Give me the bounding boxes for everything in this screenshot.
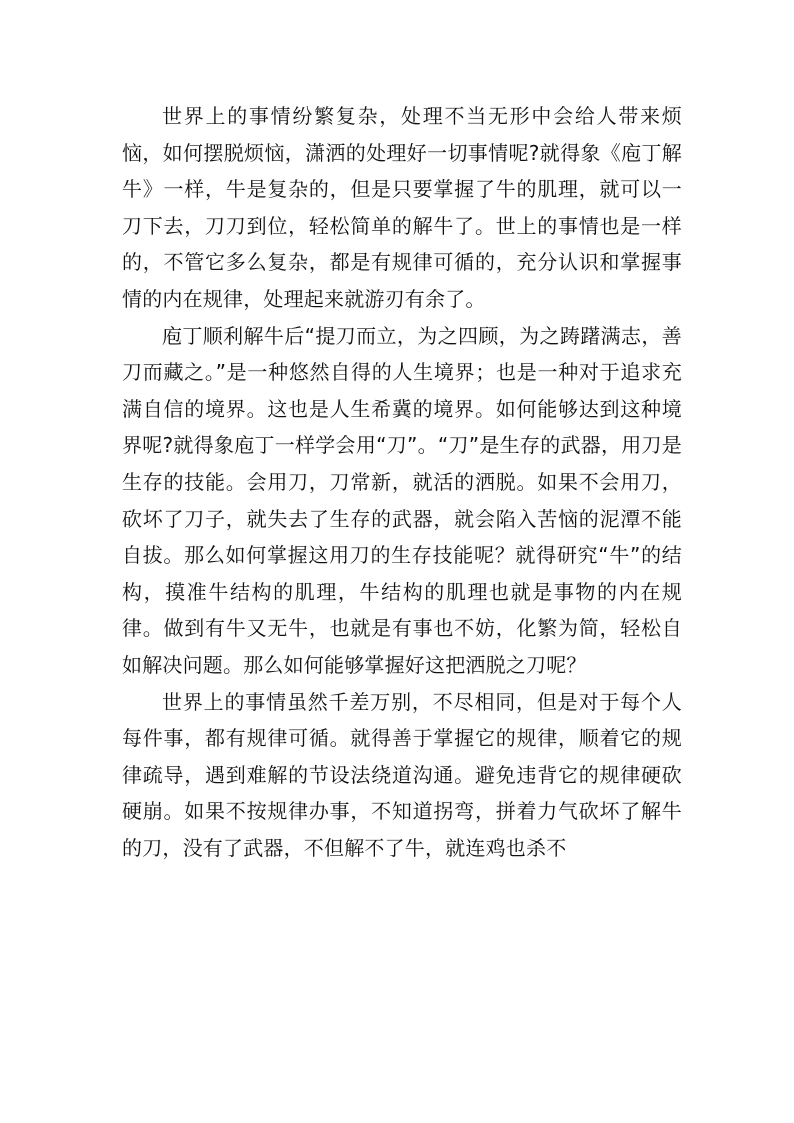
paragraph-1: 世界上的事情纷繁复杂，处理不当无形中会给人带来烦恼，如何摆脱烦恼，潇洒的处理好一切事情呢?就得象《庖丁解牛》一样，牛是复杂的，但是只要掌握了牛的肌理，就可以一刀下去，刀刀到位，轻松简单的解牛了。世上的事情也是一样的，不管它多么复杂，都是有规律可循的，充分认识和掌握事情的内在规律，处理起来就游刃有余了。	[122, 104, 682, 311]
paragraph-3: 世界上的事情虽然千差万别，不尽相同，但是对于每个人每件事，都有规律可循。就得善于掌握它的规律，顺着它的规律疏导，遇到难解的节设法绕道沟通。避免违背它的规律硬砍硬崩。如果不按规律办事，不知道拐弯，拼着力气砍坏了解牛的刀，没有了武器，不但解不了牛，就连鸡也杀不	[122, 689, 682, 860]
document-body	[122, 98, 682, 866]
paragraph-2: 庖丁顺利解牛后“提刀而立，为之四顾，为之踌躇满志，善刀而藏之。”是一种悠然自得的人生境界；也是一种对于追求充满自信的境界。这也是人生希冀的境界。如何能够达到这种境界呢?就得象庖丁一样学会用“刀”。“刀”是生存的武器，用刀是生存的技能。会用刀，刀常新，就活的洒脱。如果不会用刀，砍坏了刀子，就失去了生存的武器，就会陷入苦恼的泥潭不能自拔。那么如何掌握这用刀的生存技能呢？就得研究“牛”的结构，摸准牛结构的肌理，牛结构的肌理也就是事物的内在规律。做到有牛又无牛，也就是有事也不妨，化繁为简，轻松自如解决问题。那么如何能够掌握好这把洒脱之刀呢？	[122, 323, 682, 677]
